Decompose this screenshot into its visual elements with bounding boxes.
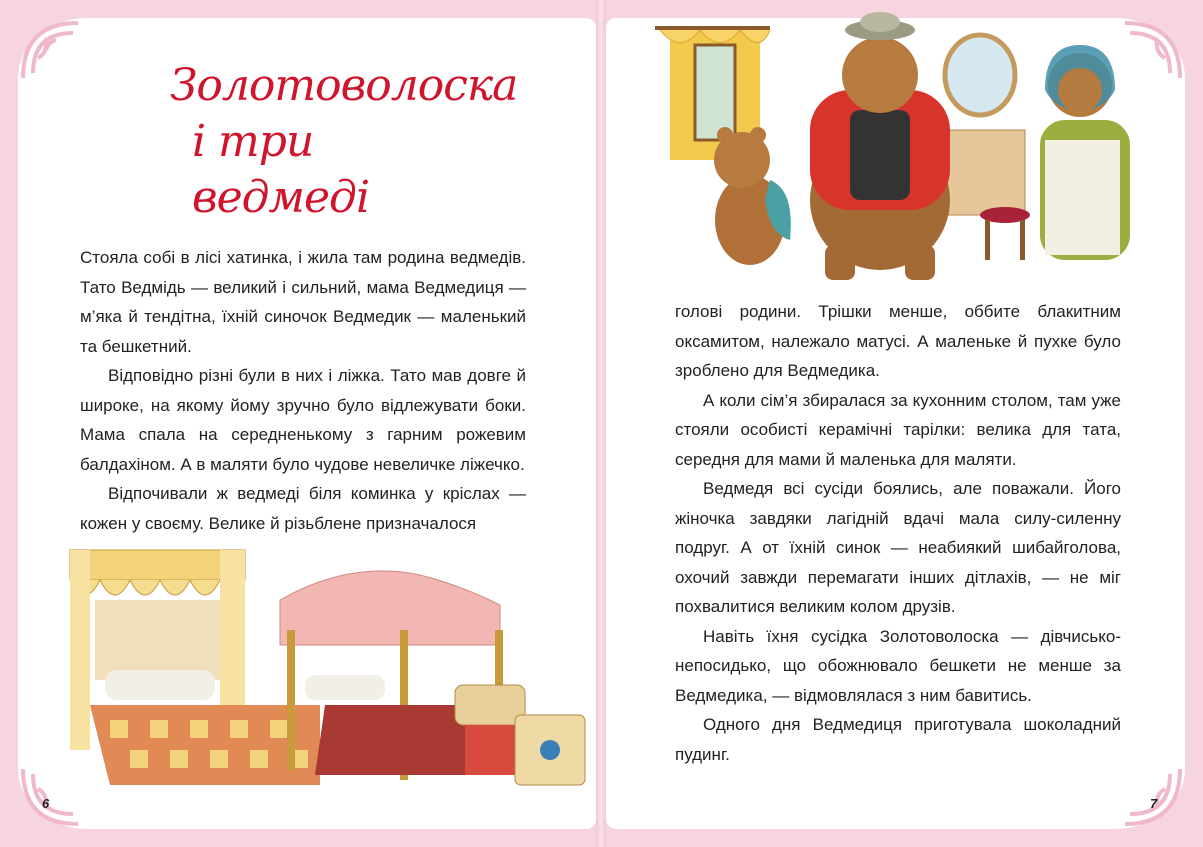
paragraph: Стояла собі в лісі хатинка, і жила там родина ведмедів. Тато Ведмідь — великий і сильний, мама Ведмедиця — м’яка й тендітна, їхній синочок Ведмедик — маленький та бешкетний. xyxy=(80,248,526,356)
paragraph: Навіть їхня сусідка Золотоволоска — дівчисько-непосидько, що обожнювало бешкети не менше за Ведмедика, — відмовлялася з ним бавитись. xyxy=(675,626,1121,705)
paragraph: А коли сім’я збиралася за кухонним столом, там уже стояли особисті керамічні тарілки: велика для тата, середня для мами й маленька для маляти. xyxy=(675,390,1121,469)
paragraph: Відповідно різні були в них і ліжка. Тато мав довге й широке, на якому йому зручно було відлежувати боки. Мама спала на середненькому з гарним рожевим балдахіном. А в маляти було чудове невеличке ліжечко. xyxy=(80,366,526,474)
bears-family-illustration xyxy=(650,10,1130,285)
paragraph: Ведмедя всі сусіди боялись, але поважали. Його жіночка завдяки лагідній вдачі мала силу-силенну подруг. А от їхній синок — неабиякий шибайголова, охочий завжди перемагати інших дітлахів, — не міг похвалитися великим колом друзів. xyxy=(675,479,1121,616)
story-title-line2: і три ведмеді xyxy=(192,116,370,223)
three-beds-illustration xyxy=(55,540,600,795)
corner-ornament-bottom-right-icon xyxy=(1115,759,1185,829)
paragraph: Одного дня Ведмедиця приготувала шоколадний пудинг. xyxy=(675,715,1121,764)
right-page-text xyxy=(675,297,1121,769)
left-page-text xyxy=(80,243,526,538)
paragraph: Відпочивали ж ведмеді біля коминка у кріслах — кожен у своєму. Велике й різьблене призначалося xyxy=(80,484,526,533)
story-title xyxy=(170,58,518,226)
story-title-line1: Золотоволоска xyxy=(170,60,518,111)
paragraph: голові родини. Трішки менше, оббите блакитним оксамитом, належало матусі. А маленьке й пухке було зроблено для Ведмедика. xyxy=(675,302,1121,380)
page-number-right: 7 xyxy=(1150,796,1158,811)
corner-ornament-top-left-icon xyxy=(18,18,88,88)
page-number-left: 6 xyxy=(42,796,50,811)
